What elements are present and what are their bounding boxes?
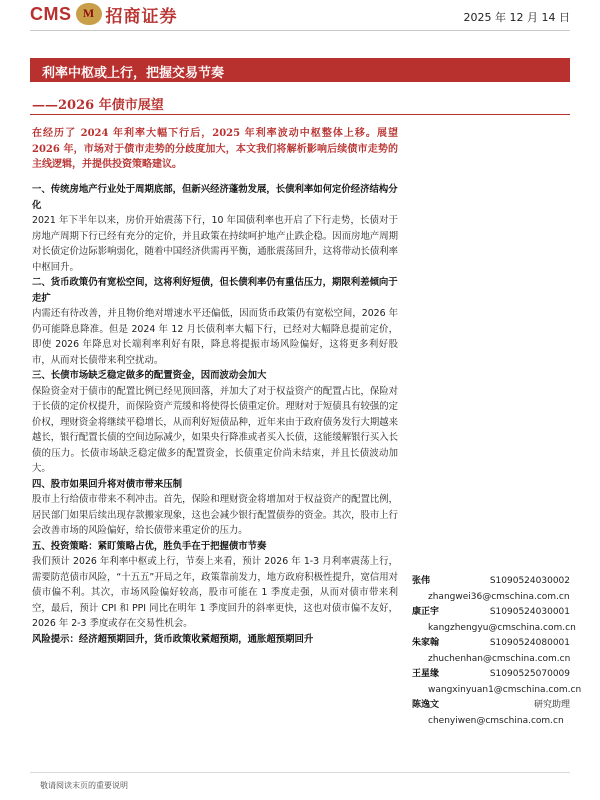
abstract: 在经历了 2024 年利率大幅下行后，2025 年利率波动中枢整体上移。展望 2026 年，市场对于债市走势的分歧度加大，本文我们将解析影响后续债市走势的主线逻辑，并提供投资策略建议。 (32, 128, 398, 170)
section-text: 保险资金对于债市的配置比例已经见顶回落，并加大了对于权益资产的配置占比，保险对于长债的定价权提升，而保险资产荒缓和将使得长债重定价。理财对于短债具有较强的定价权，理财资金将继续平稳增长，从而利好短债品种，近年来由于政府债务发行大期越来越长，银行配置长债的空间边际减少，如果央行降准或者买入长债，这能缓解银行买入长债的压力。长债市场缺乏稳定做多的配置资金，长债重定价尚未结束，并且长债波动加大。 (32, 385, 398, 474)
analyst-list (412, 574, 582, 729)
report-date: 2025 年 12 月 14 日 (463, 11, 570, 24)
section-heading: 二、货币政策仍有宽松空间，这将利好短债，但长债利率仍有重估压力，期限利差倾向于走扩 (32, 277, 398, 304)
header-divider (30, 30, 570, 31)
section-heading: 一、传统房地产行业处于周期底部，但新兴经济蓬勃发展，长债利率如何定价经济结构分化 (32, 184, 398, 211)
section-text: 内需还有待改善，并且物价绝对增速水平还偏低，因而货币政策仍有宽松空间，2026 年仍可能降息降准。但是 2024 年 12 月长债利率大幅下行，已经对大幅降息提前定价，即使 2026 年降息对长端利率利好有限，降息将提振市场风险偏好，这将更多利好股市，从而对长债带来利空扰动。 (32, 308, 398, 366)
report-body (32, 182, 398, 647)
logo-badge-icon: M (76, 3, 102, 25)
report-subtitle: ——2026 年债市展望 (32, 98, 164, 113)
section-heading: 四、股市如果回升将对债市带来压制 (32, 478, 183, 490)
analyst-id: S1090524030001 (489, 607, 570, 617)
report-title: 利率中枢或上行，把握交易节奏 (42, 66, 225, 81)
analyst-name: 王星缘 (412, 669, 440, 679)
analyst-email[interactable]: chenyiwen@cmschina.com.cn (428, 715, 564, 726)
analyst-id: S1090524080001 (489, 638, 570, 648)
risk-warning: 风险提示：经济超预期回升，货币政策收紧超预期，通胀超预期回升 (32, 633, 314, 645)
title-banner (30, 58, 570, 82)
analyst-entry (412, 574, 570, 605)
section-heading: 三、长债市场缺乏稳定做多的配置资金，因而波动会加大 (32, 370, 267, 381)
analyst-entry (412, 667, 582, 698)
analyst-name: 康正宇 (412, 607, 440, 617)
footer-divider (30, 772, 570, 773)
footer-note: 敬请阅读末页的重要说明 (40, 781, 128, 790)
analyst-name: 陈逸文 (412, 700, 440, 710)
subtitle-divider (30, 114, 570, 115)
company-logo (30, 0, 178, 28)
analyst-id: S1090524030002 (489, 576, 570, 586)
analyst-email[interactable]: kangzhengyu@cmschina.com.cn (428, 622, 576, 633)
analyst-email[interactable]: zhuchenhan@cmschina.com.cn (428, 653, 571, 664)
analyst-name: 张伟 (412, 576, 431, 586)
logo-chinese: 招商证券 (105, 6, 178, 27)
analyst-id: S1090525070009 (489, 669, 570, 679)
analyst-email[interactable]: wangxinyuan1@cmschina.com.cn (428, 684, 582, 695)
analyst-id: 研究助理 (533, 700, 570, 710)
section-heading: 五、投资策略：紧盯策略占优，胜负手在于把握债市节奏 (32, 540, 267, 552)
logo-latin: CMS (30, 3, 72, 24)
analyst-entry (412, 698, 570, 729)
analyst-entry (412, 636, 570, 667)
page-header (0, 0, 600, 34)
analyst-email[interactable]: zhangwei36@cmschina.com.cn (428, 591, 570, 602)
section-text: 我们预计 2026 年利率中枢或上行，节奏上来看，预计 2026 年 1-3 月利率震荡上行，需要防范债市风险，“十五五”开局之年，政策靠前发力，地方政府积极性提升，宽信用对债市偏不利。其次，市场风险偏好较高，股市可能在 1 季度走强，从而对债市带来利空，最后，预计 CPI 和 PPI 同比在明年 1 季度回升的斜率更快，这也对债市偏不友好，2026 年 2-3 季度或存在交易性机会。 (32, 556, 398, 629)
analyst-name: 朱家翰 (412, 638, 440, 648)
section-text: 股市上行给债市带来不利冲击。首先，保险和理财资金将增加对于权益资产的配置比例，居民部门如果后续出现存款搬家现象，这也会减少银行配置债券的资金。其次，股市上行会改善市场的风险偏好，给长债带来重定价的压力。 (32, 494, 398, 536)
analyst-entry (412, 605, 576, 636)
section-text: 2021 年下半年以来，房价开始震荡下行，10 年国债利率也开启了下行走势，长债对于房地产周期下行已经有充分的定价，并且政策在持续呵护地产止跌企稳。因而房地产周期对长债定价边际影响弱化，随着中国经济供需再平衡，通胀震荡回升，这将带动长债利率中枢回升。 (32, 215, 398, 273)
